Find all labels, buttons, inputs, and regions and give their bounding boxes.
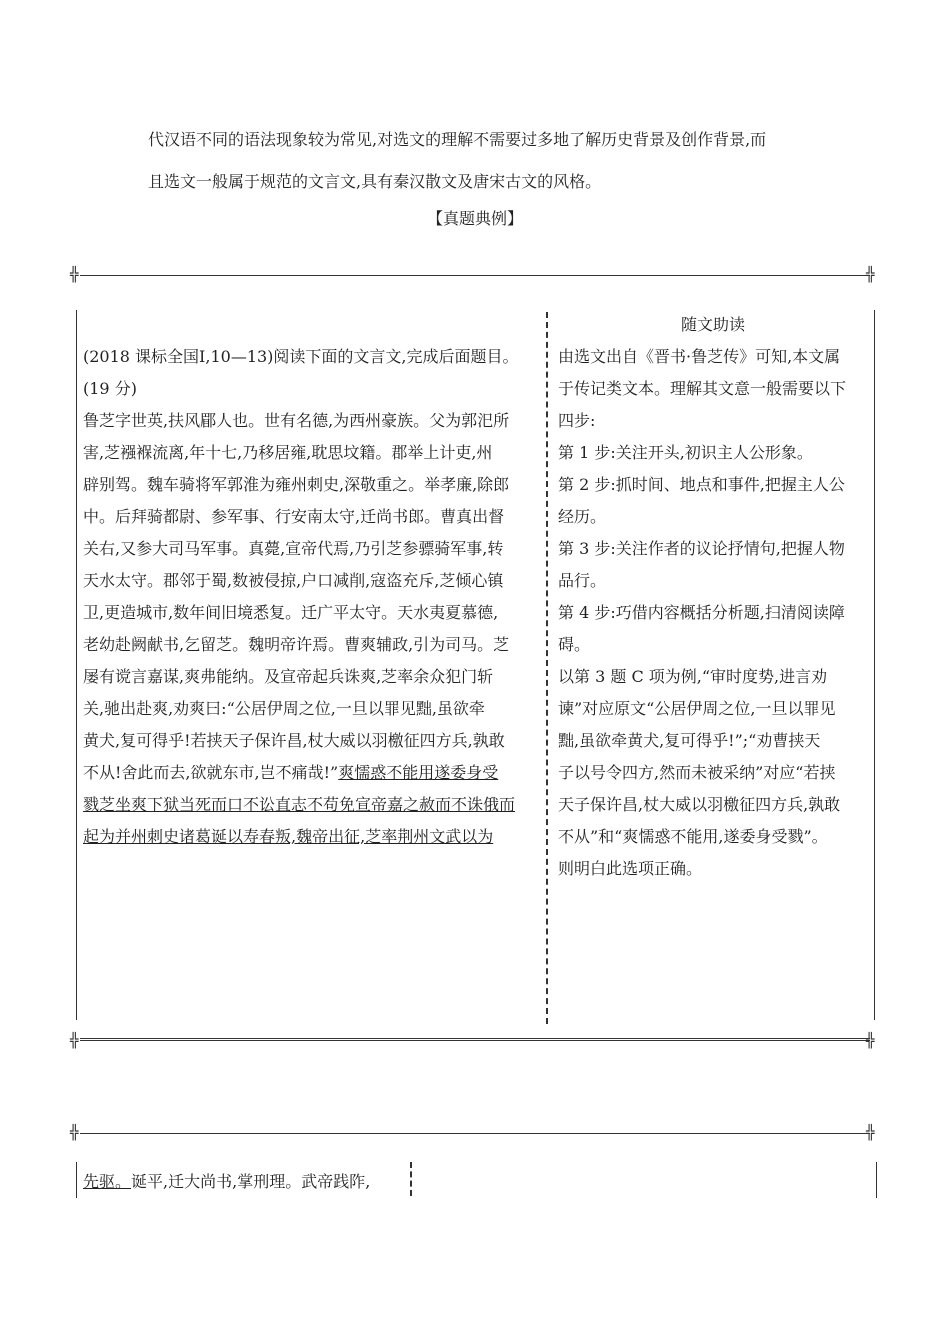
example-frame: ╬ ╬ ╬ ╬ <box>70 267 875 1049</box>
passage-line: 辟别驾。魏车骑将军郭淮为雍州刺史,深敬重之。举孝廉,除郎 <box>83 475 510 494</box>
passage-line <box>83 821 535 853</box>
passage-continuation <box>83 1166 535 1198</box>
aid-line: 天子保许昌,杖大威以羽檄征四方兵,孰敢 <box>558 795 841 814</box>
passage-column <box>83 341 535 853</box>
continuation-frame: ╬ ╬ <box>70 1125 875 1141</box>
reading-aid-column <box>558 309 868 885</box>
passage-segment: 诞平,迁大尚书,掌刑理。武帝践阼, <box>131 1172 371 1191</box>
aid-line: 黜,虽欲牵黄犬,复可得乎!”;“劝曹挟天 <box>558 731 821 750</box>
column-divider <box>546 312 548 1024</box>
passage-line: 中。后拜骑都尉、参军事、行安南太守,迁尚书郎。曹真出督 <box>83 507 505 526</box>
aid-line: 经历。 <box>558 507 607 526</box>
aid-line: 由选文出自《晋书·鲁芝传》可知,本文属 <box>558 347 841 366</box>
passage-line <box>83 757 535 789</box>
passage-line: (2018 课标全国Ⅰ,10—13)阅读下面的文言文,完成后面题目。 <box>83 347 519 366</box>
intro-line-1: 代汉语不同的语法现象较为常见,对选文的理解不需要过多地了解历史背景及创作背景,而 <box>148 130 767 149</box>
aid-line: 碍。 <box>558 635 591 654</box>
aid-line: 则明白此选项正确。 <box>558 859 703 878</box>
underlined-segment: 先驱。 <box>83 1172 132 1191</box>
passage-line: 鲁芝字世英,扶风郿人也。世有名德,为西州豪族。父为郭汜所 <box>83 411 510 430</box>
aid-line: 于传记类文本。理解其文意一般需要以下 <box>558 379 847 398</box>
passage-line: 黄犬,复可得乎!若挟天子保许昌,杖大威以羽檄征四方兵,孰敢 <box>83 731 505 750</box>
aid-line: 第 2 步:抓时间、地点和事件,把握主人公 <box>558 475 845 494</box>
frame-left-border <box>76 310 77 1020</box>
aid-line: 第 1 步:关注开头,初识主人公形象。 <box>558 443 813 462</box>
passage-line: 屡有谠言嘉谋,爽弗能纳。及宣帝起兵诛爽,芝率余众犯门斩 <box>83 667 494 686</box>
aid-line: 品行。 <box>558 571 607 590</box>
passage-line: (19 分) <box>83 379 137 398</box>
aid-line: 以第 3 题 C 项为例,“审时度势,进言劝 <box>558 667 828 686</box>
aid-line: 不从”和“爽懦惑不能用,遂委身受戮”。 <box>558 827 828 846</box>
passage-line: 老幼赴阙献书,乞留芝。魏明帝许焉。曹爽辅政,引为司马。芝 <box>83 635 510 654</box>
section-heading: 【真题典例】 <box>426 209 523 228</box>
aid-line: 子以号令四方,然而未被采纳”对应“若挟 <box>558 763 836 782</box>
underlined-segment: 起为并州刺史 <box>83 827 180 846</box>
intro-line-2: 且选文一般属于规范的文言文,具有秦汉散文及唐宋古文的风格。 <box>148 172 602 191</box>
underlined-segment: 诸葛诞以寿春叛,魏帝出征,芝率荆州文武以为 <box>179 827 494 846</box>
passage-line: 关,驰出赴爽,劝爽曰:“公居伊周之位,一旦以罪见黜,虽欲牵 <box>83 699 485 718</box>
underlined-line: 戮芝坐爽下狱当死而口不讼直志不苟免宣帝嘉之赦而不诛俄而 <box>83 795 516 814</box>
underlined-segment: 爽懦惑不能用遂委身受 <box>338 763 499 782</box>
passage-line: 卫,更造城市,数年间旧境悉复。迁广平太守。天水夷夏慕德, <box>83 603 499 622</box>
aid-line: 第 4 步:巧借内容概括分析题,扫清阅读障 <box>558 603 845 622</box>
reading-aid-title: 随文助读 <box>680 315 745 334</box>
aid-line: 谏”对应原文“公居伊周之位,一旦以罪见 <box>558 699 836 718</box>
passage-line: 天水太守。郡邻于蜀,数被侵掠,户口减削,寇盗充斥,芝倾心镇 <box>83 571 504 590</box>
passage-line: 害,芝襁褓流离,年十七,乃移居雍,耽思坟籍。郡举上计吏,州 <box>83 443 493 462</box>
frame-left-border-2 <box>76 1162 77 1198</box>
aid-line: 四步: <box>558 411 596 430</box>
aid-line: 第 3 步:关注作者的议论抒情句,把握人物 <box>558 539 845 558</box>
frame-right-border <box>874 310 875 1020</box>
frame-right-border-2 <box>876 1162 877 1198</box>
passage-segment: 不从!舍此而去,欲就东市,岂不痛哉!” <box>83 763 339 782</box>
passage-line: 关右,又参大司马军事。真薨,宣帝代焉,乃引芝参骠骑军事,转 <box>83 539 504 558</box>
